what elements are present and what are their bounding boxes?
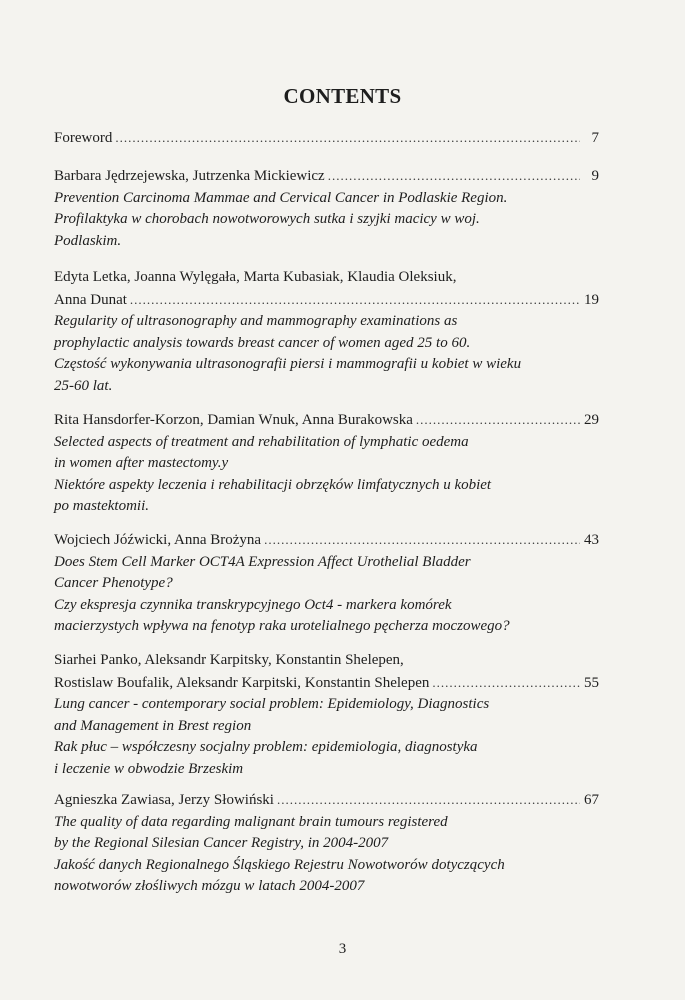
entry-authors: Wojciech Jóźwicki, Anna Brożyna [54, 532, 262, 548]
entry-authors: Agnieszka Zawiasa, Jerzy Słowiński [54, 792, 274, 808]
entry-page-number: 55 [584, 674, 599, 691]
leader-dots [328, 165, 580, 187]
leader-dots [264, 529, 580, 551]
entry-title-line: Selected aspects of treatment and rehabilitation of lymphatic oedema [54, 433, 469, 450]
toc-entry-line [54, 409, 599, 432]
entry-title-line: Lung cancer - contemporary social problem: Epidemiology, Diagnostics [54, 696, 490, 712]
toc-entry-line [54, 289, 599, 312]
toc-entry[interactable] [54, 267, 599, 397]
leader-dots [115, 127, 580, 149]
toc-entry[interactable] [54, 409, 599, 518]
entry-title-line: Czy ekspresja czynnika transkrypcyjnego Oct4 - markera komórek [54, 596, 452, 613]
leader-dots [416, 409, 580, 431]
entry-title-line: po mastektomii. [54, 498, 149, 514]
entry-page-number: 7 [591, 130, 599, 146]
leader-dots [277, 789, 580, 811]
entry-title-line: The quality of data regarding malignant brain tumours registered [54, 813, 448, 830]
entry-title-line: prophylactic analysis towards breast cancer of women aged 25 to 60. [54, 334, 471, 351]
entry-title-line: and Management in Brest region [54, 717, 252, 734]
entry-title-line: Niektóre aspekty leczenia i rehabilitacji obrzęków limfatycznych u kobiet [54, 476, 492, 493]
entry-title-line: Częstość wykonywania ultrasonografii piersi i mammografii u kobiet w wieku [54, 356, 522, 372]
toc-entry-line [54, 672, 599, 695]
entry-title-line: Cancer Phenotype? [54, 575, 173, 591]
toc-entry-line [54, 529, 599, 552]
toc-entry[interactable] [54, 789, 599, 898]
entry-authors: Siarhei Panko, Aleksandr Karpitsky, Konstantin Shelepen, [54, 652, 404, 668]
entry-page-number: 19 [584, 291, 599, 308]
entry-label: Foreword [54, 130, 113, 146]
entry-title-line: Jakość danych Regionalnego Śląskiego Rejestru Nowotworów dotyczących [54, 856, 505, 873]
toc-entry[interactable] [54, 165, 599, 252]
entry-title-line: nowotworów złośliwych mózgu w latach 2004-2007 [54, 878, 365, 894]
leader-dots [130, 289, 580, 311]
entry-title-line: Podlaskim. [54, 232, 122, 249]
entry-page-number: 29 [584, 412, 599, 428]
entry-authors: Anna Dunat [54, 291, 127, 308]
entry-page-number: 67 [584, 792, 599, 808]
entry-title-line: Rak płuc – współczesny socjalny problem: epidemiologia, diagnostyka [54, 739, 478, 755]
entry-title-line: 25-60 lat. [54, 377, 113, 394]
leader-dots [432, 672, 580, 694]
entry-authors: Rostislaw Boufalik, Aleksandr Karpitski, Konstantin Shelepen [54, 674, 430, 691]
page-number: 3 [338, 941, 347, 957]
entry-title-line: in women after mastectomy.y [54, 455, 229, 471]
entry-authors: Rita Hansdorfer-Korzon, Damian Wnuk, Anna Burakowska [54, 412, 413, 428]
entry-authors: Barbara Jędrzejewska, Jutrzenka Mickiewicz [54, 168, 325, 184]
entry-title-line: Does Stem Cell Marker OCT4A Expression Affect Urothelial Bladder [54, 553, 471, 570]
entry-title-line: Profilaktyka w chorobach nowotworowych sutka i szyjki macicy w woj. [54, 211, 480, 227]
entry-title-line: Prevention Carcinoma Mammae and Cervical Cancer in Podlaskie Region. [54, 189, 508, 206]
toc-entry-line [54, 127, 599, 150]
page-title: CONTENTS [283, 84, 402, 108]
entry-title-line: by the Regional Silesian Cancer Registry, in 2004-2007 [54, 835, 389, 851]
entry-title-line: i leczenie w obwodzie Brzeskim [54, 760, 244, 777]
entry-title-line: Regularity of ultrasonography and mammography examinations as [54, 313, 458, 329]
toc-entry[interactable] [54, 529, 599, 638]
entry-title-line: macierzystych wpływa na fenotyp raka urotelialnego pęcherza moczowego? [54, 618, 510, 634]
entry-page-number: 43 [584, 532, 599, 548]
entry-page-number: 9 [591, 168, 599, 184]
entry-authors: Edyta Letka, Joanna Wylęgała, Marta Kubasiak, Klaudia Oleksiuk, [54, 269, 457, 285]
toc-entry-line [54, 165, 599, 188]
toc-entry-foreword[interactable] [54, 127, 599, 150]
toc-entry[interactable] [54, 650, 599, 780]
toc-entry-line [54, 789, 599, 812]
